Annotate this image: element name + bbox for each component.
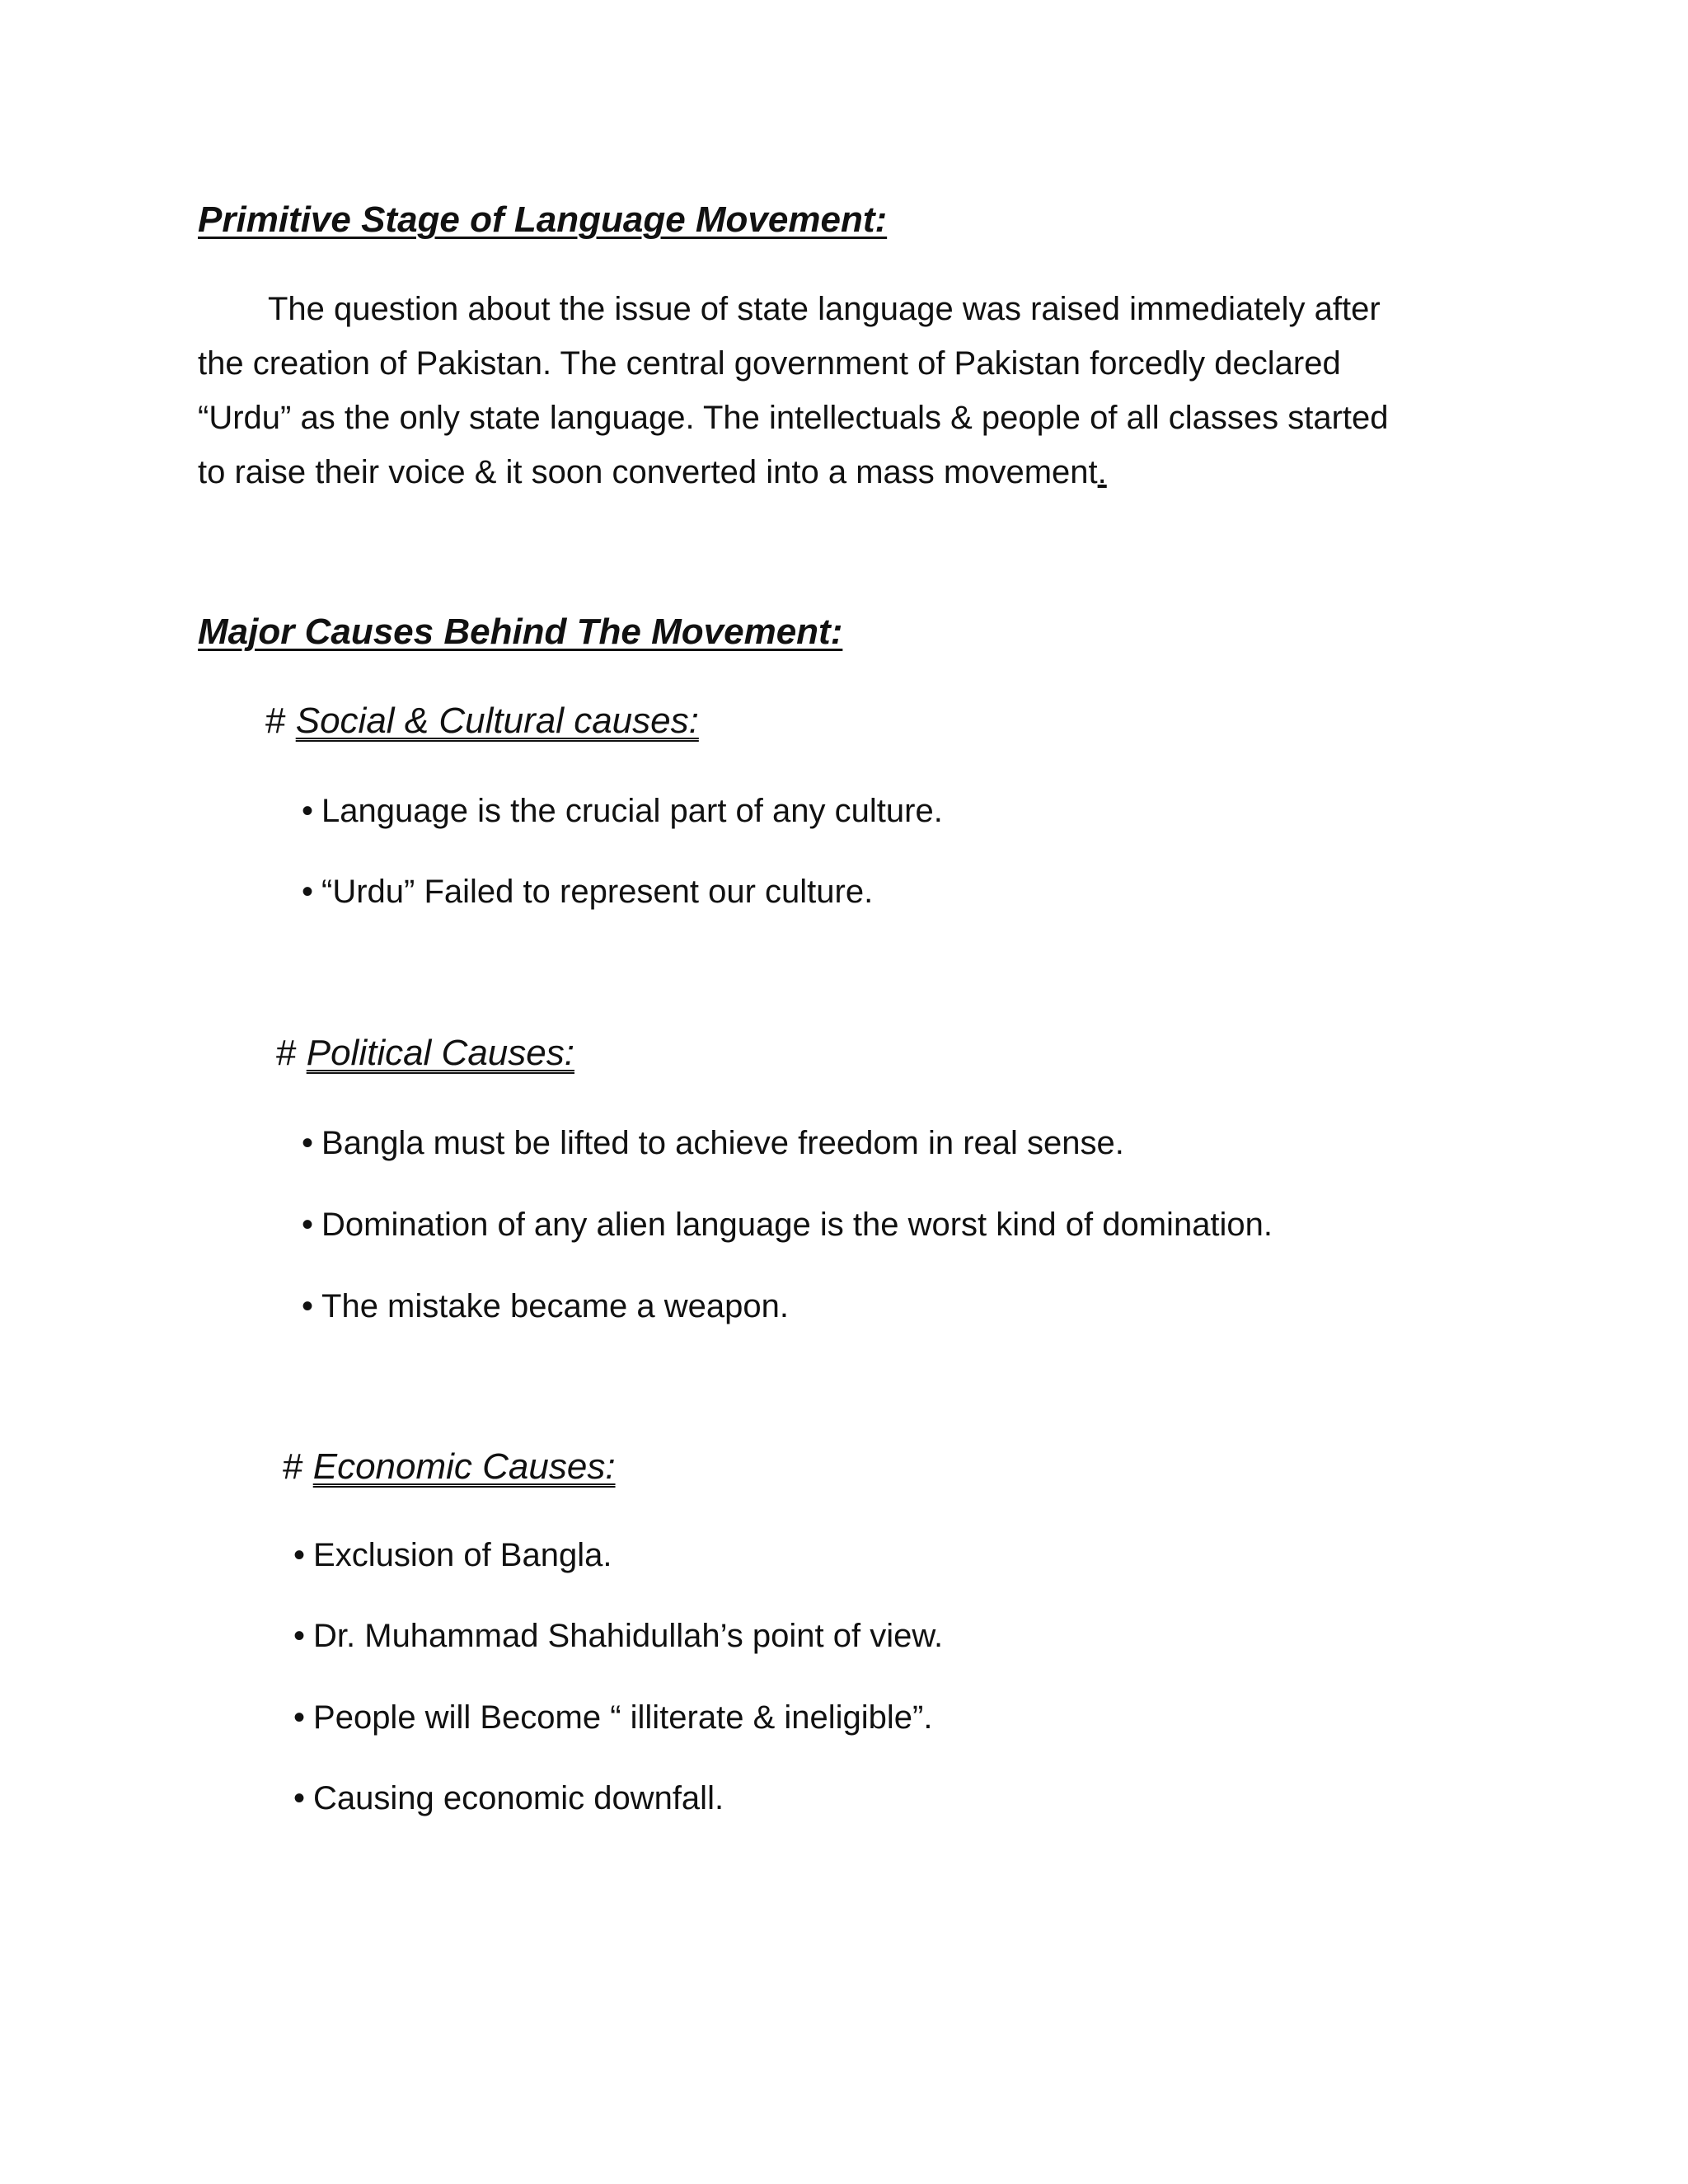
hash-symbol: # xyxy=(276,1033,297,1073)
social-cultural-subheading xyxy=(265,701,699,742)
list-item-text: Causing economic downfall. xyxy=(313,1780,724,1816)
bullet-icon: • xyxy=(293,1780,306,1816)
bullet-icon: • xyxy=(293,1537,306,1573)
list-item xyxy=(293,1699,932,1736)
para-line-4: to raise their voice & it soon converted into a mass movement xyxy=(198,454,1098,490)
social-cultural-title: Social & Cultural causes: xyxy=(295,701,699,741)
list-item-text: People will Become “ illiterate & ineligible”. xyxy=(313,1699,933,1736)
list-item xyxy=(302,1207,1273,1244)
bullet-icon: • xyxy=(302,1207,314,1243)
bullet-icon: • xyxy=(302,793,314,829)
bullet-icon: • xyxy=(302,874,314,910)
list-item-text: “Urdu” Failed to represent our culture. xyxy=(321,874,874,910)
bullet-icon: • xyxy=(302,1125,314,1161)
list-item xyxy=(293,1780,724,1817)
list-item-text: Exclusion of Bangla. xyxy=(313,1537,612,1573)
list-item-text: Dr. Muhammad Shahidullah’s point of view. xyxy=(313,1618,944,1654)
para-line-3: “Urdu” as the only state language. The intellectuals & people of all classes started xyxy=(198,400,1389,436)
bullet-icon: • xyxy=(302,1288,314,1324)
list-item-text: Bangla must be lifted to achieve freedom in real sense. xyxy=(321,1125,1124,1161)
list-item xyxy=(293,1537,612,1574)
para-end-period: . xyxy=(1097,454,1107,490)
list-item-text: Domination of any alien language is the worst kind of domination. xyxy=(321,1207,1273,1243)
list-item-text: Language is the crucial part of any culture. xyxy=(321,793,943,829)
hash-symbol: # xyxy=(283,1446,303,1487)
major-causes-heading: Major Causes Behind The Movement: xyxy=(198,612,843,652)
primitive-stage-paragraph xyxy=(198,282,1500,499)
economic-title: Economic Causes: xyxy=(312,1446,616,1487)
para-line-1: The question about the issue of state language was raised immediately after xyxy=(268,291,1381,327)
list-item xyxy=(293,1618,943,1655)
list-item xyxy=(302,1288,789,1325)
list-item-text: The mistake became a weapon. xyxy=(321,1288,789,1324)
bullet-icon: • xyxy=(293,1618,306,1654)
economic-subheading xyxy=(283,1446,616,1488)
para-line-2: the creation of Pakistan. The central government of Pakistan forcedly declared xyxy=(198,345,1341,382)
list-item xyxy=(302,874,873,911)
political-title: Political Causes: xyxy=(306,1033,574,1073)
hash-symbol: # xyxy=(265,701,286,741)
list-item xyxy=(302,1125,1124,1162)
bullet-icon: • xyxy=(293,1699,306,1736)
list-item xyxy=(302,793,943,830)
political-subheading xyxy=(276,1033,574,1074)
primitive-stage-heading: Primitive Stage of Language Movement: xyxy=(198,199,888,240)
